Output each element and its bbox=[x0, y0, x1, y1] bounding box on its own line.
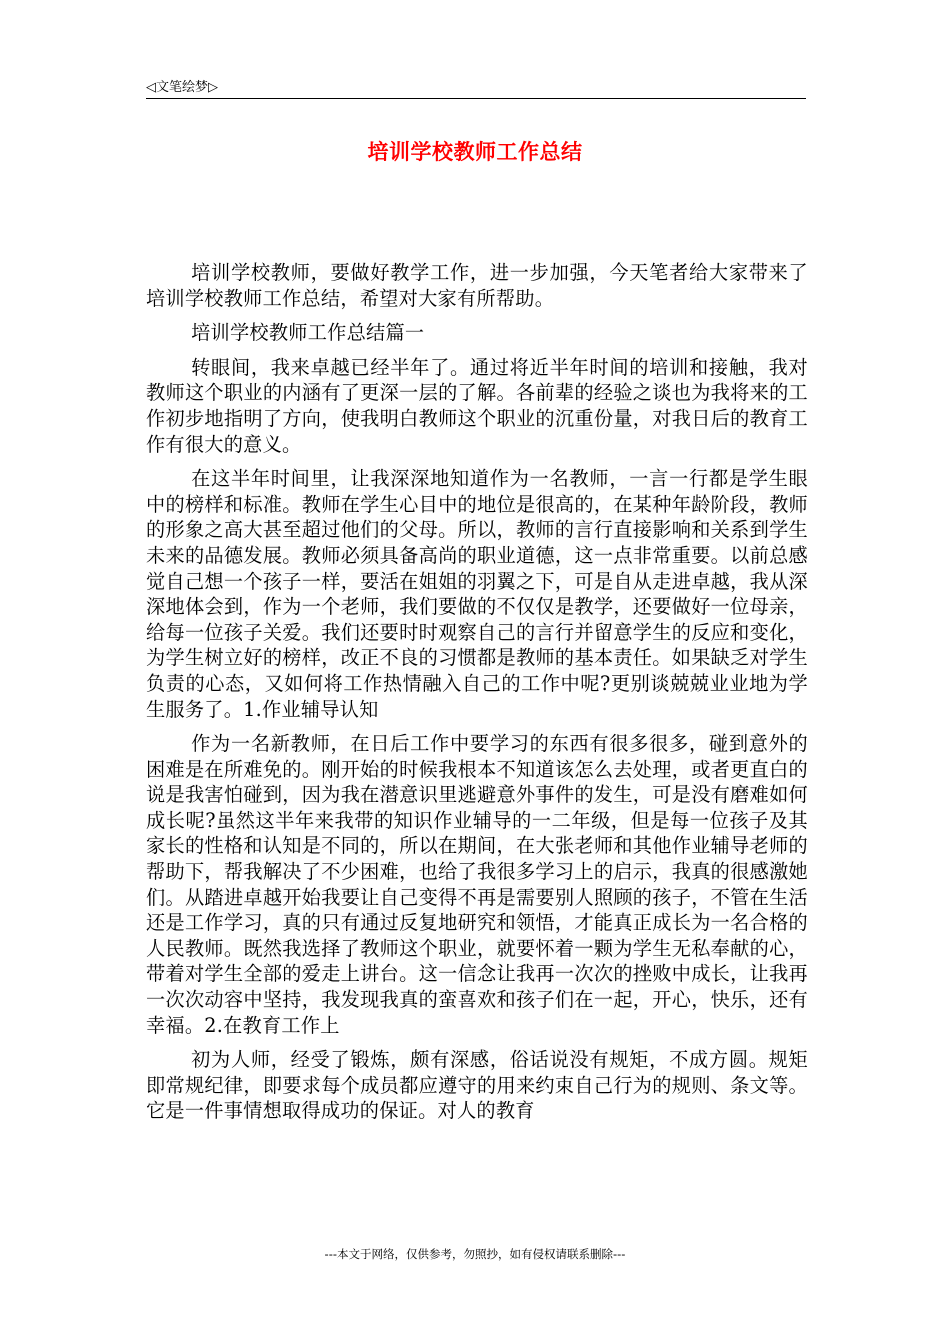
paragraph: 在这半年时间里，让我深深地知道作为一名教师，一言一行都是学生眼中的榜样和标准。教师在学生心目中的地位是很高的，在某种年龄阶段，教师的形象之高大甚至超过他们的父母。所以，教师的言行直接影响和关系到学生未来的品德发展。教师必须具备高尚的职业道德，这一点非常重要。以前总感觉自己想一个孩子一样，要活在姐姐的羽翼之下，可是自从走进卓越，我从深深地体会到，作为一个老师，我们要做的不仅仅是教学，还要做好一位母亲，给每一位孩子关爱。我们还要时时观察自己的言行并留意学生的反应和变化，为学生树立好的榜样，改正不良的习惯都是教师的基本责任。如果缺乏对学生负责的心态，又如何将工作热情融入自己的工作中呢?更别谈兢兢业业地为学生服务了。1.作业辅导认知 bbox=[146, 467, 808, 721]
header-brand: ◁文笔绘梦▷ bbox=[146, 80, 218, 95]
paragraph-intro: 培训学校教师，要做好教学工作，进一步加强，今天笔者给大家带来了培训学校教师工作总结，希望对大家有所帮助。 bbox=[146, 261, 808, 310]
paragraph: 转眼间，我来卓越已经半年了。通过将近半年时间的培训和接触，我对教师这个职业的内涵有了更深一层的了解。各前辈的经验之谈也为我将来的工作初步地指明了方向，使我明白教师这个职业的沉重份量，对我日后的教育工作有很大的意义。 bbox=[146, 355, 808, 456]
document-title: 培训学校教师工作总结 bbox=[367, 140, 583, 164]
page-header bbox=[146, 74, 806, 99]
paragraph: 初为人师，经受了锻炼，颇有深感，俗话说没有规矩，不成方圆。规矩即常规纪律，即要求每个成员都应遵守的用来约束自己行为的规则、条文等。它是一件事情想取得成功的保证。对人的教育 bbox=[146, 1048, 808, 1123]
document-body bbox=[146, 260, 808, 1133]
paragraph: 作为一名新教师，在日后工作中要学习的东西有很多很多，碰到意外的困难是在所难免的。刚开始的时候我根本不知道该怎么去处理，或者更直白的说是我害怕碰到，因为我在潜意识里逃避意外事件的发生，可是没有磨难如何成长呢?虽然这半年来我带的知识作业辅导的一二年级，但是每一位孩子及其家长的性格和认知是不同的，所以在期间，在大张老师和其他作业辅导老师的帮助下，帮我解决了不少困难，也给了我很多学习上的启示，我真的很感激她们。从踏进卓越开始我要让自己变得不再是需要别人照顾的孩子，不管在生活还是工作学习，真的只有通过反复地研究和领悟，才能真正成长为一名合格的人民教师。既然我选择了教师这个职业，就要怀着一颗为学生无私奉献的心，带着对学生全部的爱走上讲台。这一信念让我再一次次的挫败中成长，让我再一次次动容中坚持，我发现我真的蛮喜欢和孩子们在一起，开心，快乐，还有幸福。2.在教育工作上 bbox=[146, 732, 808, 1037]
footer-notice: ---本文于网络，仅供参考，勿照抄，如有侵权请联系删除--- bbox=[324, 1247, 626, 1261]
section-heading: 培训学校教师工作总结篇一 bbox=[191, 321, 425, 345]
